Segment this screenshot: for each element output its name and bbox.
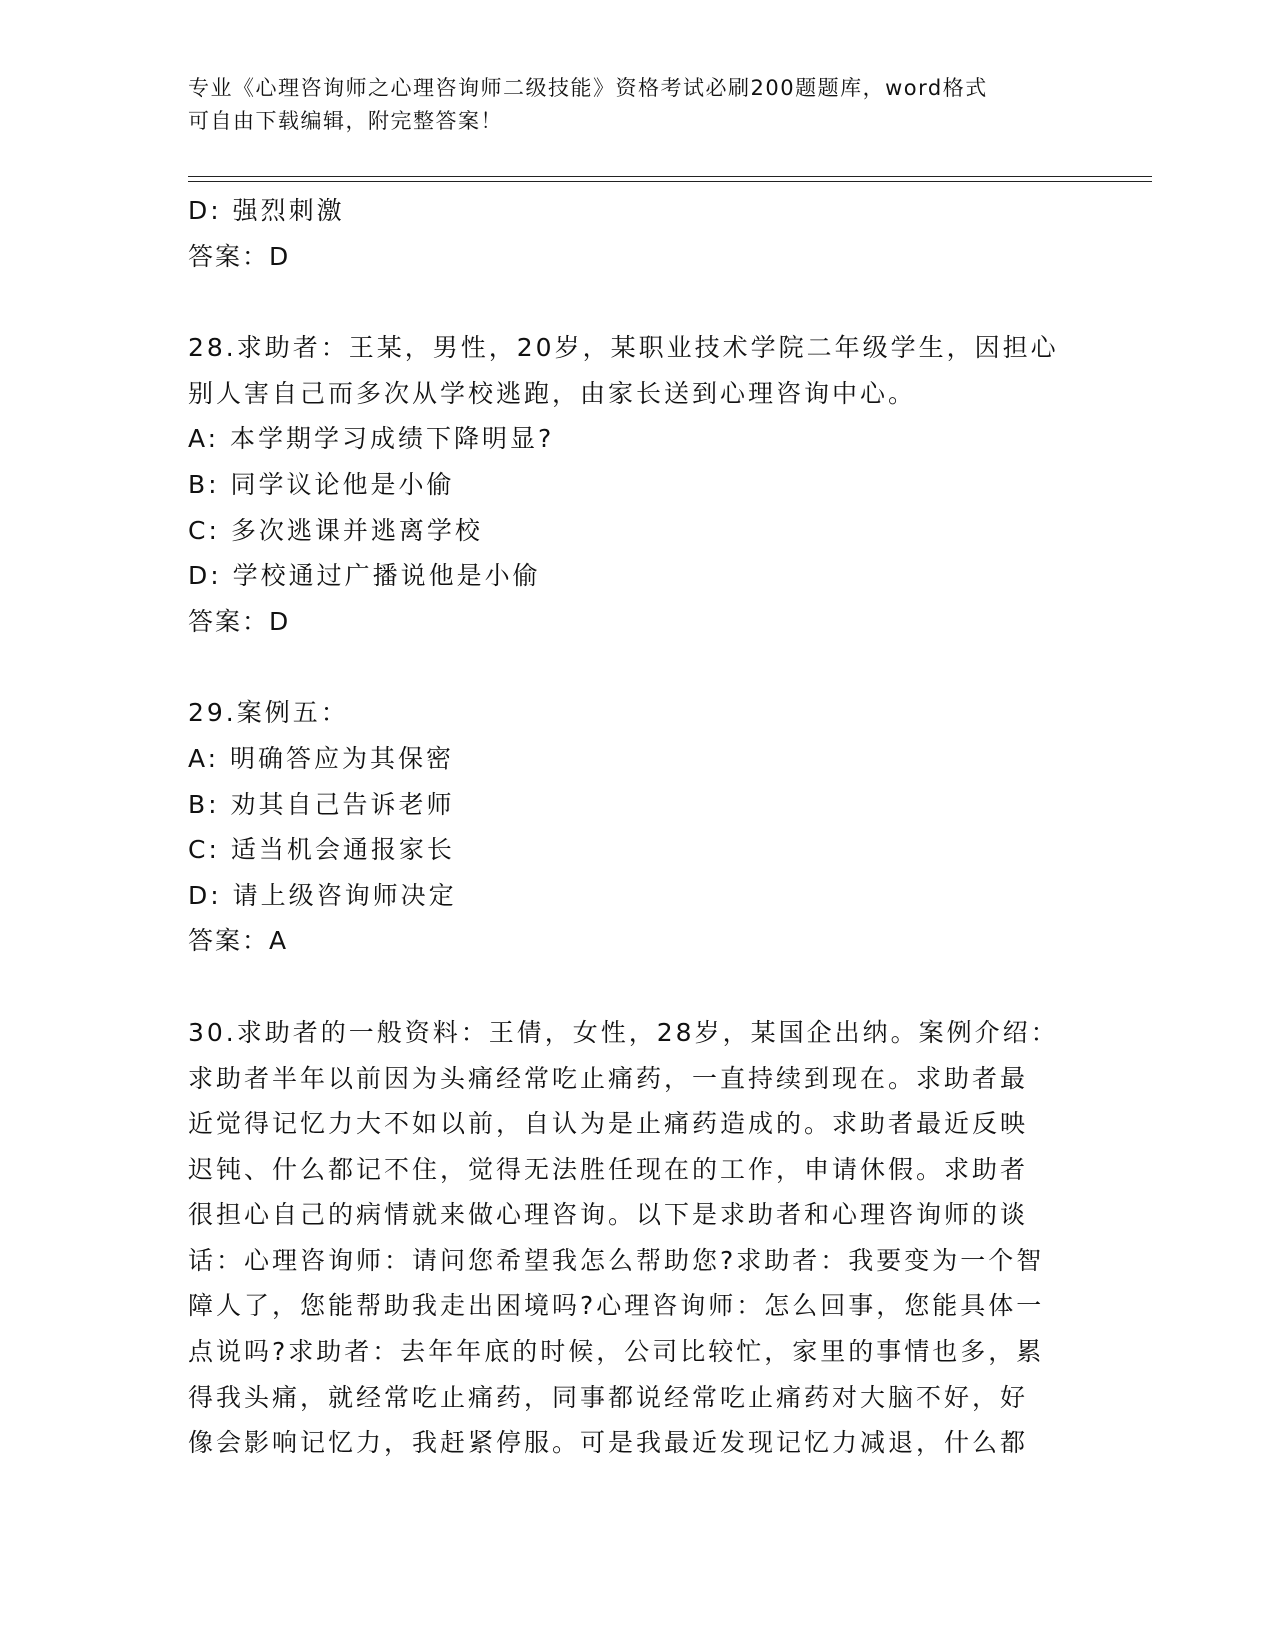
answer-line: 答案：D [188,241,291,271]
header-title-line-2: 可自由下载编辑，附完整答案！ [188,109,503,133]
question-28 [188,325,1088,644]
question-stem: 别人害自己而多次从学校逃跑，由家长送到心理咨询中心。 [188,378,917,408]
question-stem: 求助者半年以前因为头痛经常吃止痛药，一直持续到现在。求助者最 [188,1063,1029,1093]
option-b: B: 劝其自己告诉老师 [188,789,455,819]
spacer [188,964,1088,1010]
question-stem: 得我头痛，就经常吃止痛药，同事都说经常吃止痛药对大脑不好，好 [188,1382,1029,1412]
option-a: A: 本学期学习成绩下降明显? [188,424,555,454]
question-stem: 障人了，您能帮助我走出困境吗?心理咨询师：怎么回事，您能具体一 [188,1291,1045,1321]
question-stem: 30.求助者的一般资料：王倩，女性，28岁，某国企出纳。案例介绍： [188,1017,1059,1047]
question-stem: 近觉得记忆力大不如以前，自认为是止痛药造成的。求助者最近反映 [188,1109,1029,1139]
header-divider-bottom [188,181,1152,182]
option-d: D: 强烈刺激 [188,196,345,225]
question-stem: 迟钝、什么都记不住，觉得无法胜任现在的工作，申请休假。求助者 [188,1154,1029,1184]
answer-line: 答案：A [188,926,289,956]
previous-question-tail [188,188,1088,279]
question-stem: 话：心理咨询师：请问您希望我怎么帮助您?求助者：我要变为一个智 [188,1245,1045,1275]
option-d: D: 学校通过广播说他是小偷 [188,561,541,591]
option-a: A: 明确答应为其保密 [188,743,455,773]
page-header [188,72,1068,138]
answer-line: 答案：D [188,606,291,636]
header-title-line-1: 专业《心理咨询师之心理咨询师二级技能》资格考试必刷200题题库，word格式 [188,76,988,100]
option-c: C: 多次逃课并逃离学校 [188,515,483,545]
question-30 [188,1010,1088,1466]
option-b: B: 同学议论他是小偷 [188,469,455,499]
question-content [188,188,1088,1466]
question-stem: 29.案例五： [188,698,349,728]
question-stem: 像会影响记忆力，我赶紧停服。可是我最近发现记忆力减退，什么都 [188,1428,1029,1458]
header-divider-top [188,176,1152,177]
question-stem: 很担心自己的病情就来做心理咨询。以下是求助者和心理咨询师的谈 [188,1200,1029,1230]
question-stem: 点说吗?求助者：去年年底的时候，公司比较忙，家里的事情也多，累 [188,1337,1045,1367]
question-29 [188,690,1088,964]
spacer [188,644,1088,690]
question-stem: 28.求助者：王某，男性，20岁，某职业技术学院二年级学生，因担心 [188,333,1059,363]
option-d: D: 请上级咨询师决定 [188,880,457,910]
option-c: C: 适当机会通报家长 [188,835,455,865]
spacer [188,279,1088,325]
